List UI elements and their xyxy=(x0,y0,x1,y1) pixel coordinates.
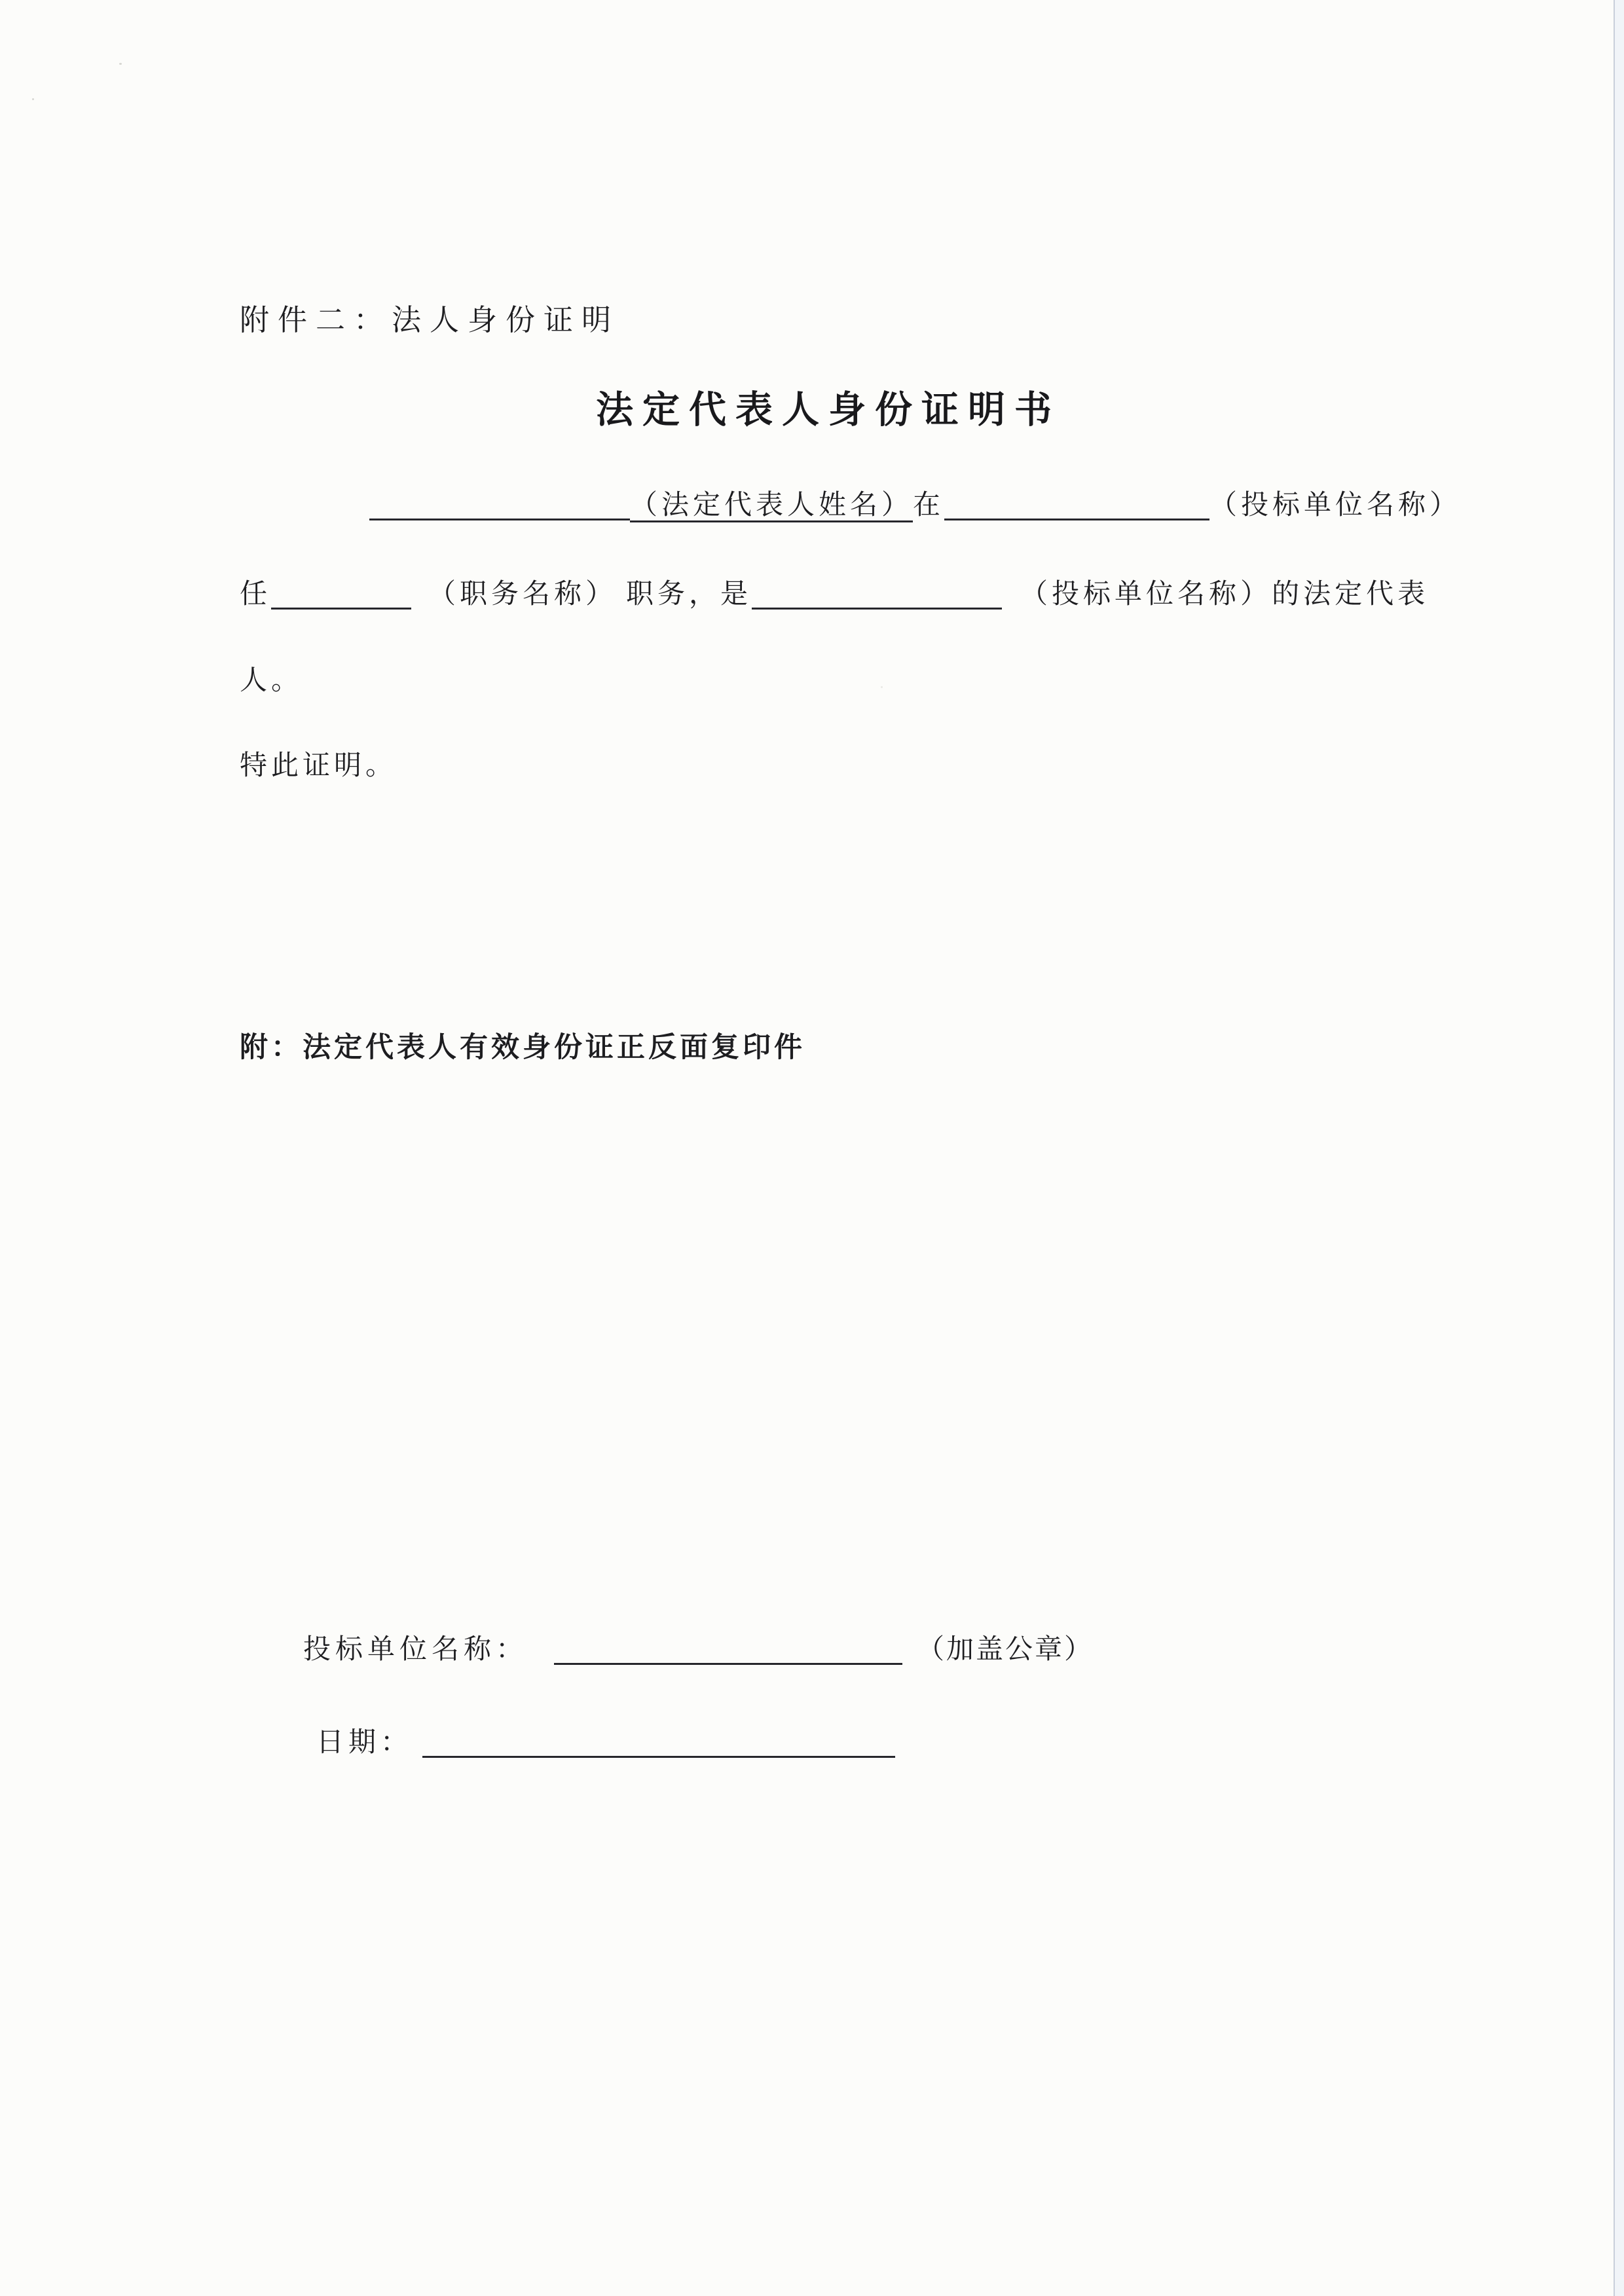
bidder-name-hint-2: （投标单位名称） xyxy=(1020,579,1272,610)
date-label: 日期： xyxy=(316,1728,413,1758)
certify-statement: 特此证明。 xyxy=(240,751,397,781)
scan-speck xyxy=(119,63,122,65)
blank-field-representative-name xyxy=(369,491,630,520)
footer-date-line xyxy=(316,1721,895,1760)
representative-name-hint: （法定代表人姓名） xyxy=(630,490,913,522)
page-title: 法定代表人身份证明书 xyxy=(596,390,1061,431)
scan-edge-strip xyxy=(1615,0,1624,2296)
attachment-note: 附：法定代表人有效身份证正反面复印件 xyxy=(240,1032,805,1063)
blank-field-date xyxy=(422,1728,895,1758)
paragraph-line-3: 人。 xyxy=(240,666,303,696)
line2-prefix: 任 xyxy=(240,579,272,610)
paragraph-line-1 xyxy=(369,486,1461,525)
scan-edge-line xyxy=(1614,0,1615,2296)
line2-middle: 职务，是 xyxy=(626,579,752,610)
scan-speck xyxy=(881,686,883,688)
line1-connector: 在 xyxy=(913,490,945,520)
bidder-name-hint-1b: （投标单位名称） xyxy=(1209,490,1462,520)
attachment-label: 附件二：法人身份证明 xyxy=(240,304,620,337)
blank-field-bidder-name-2 xyxy=(752,580,1002,610)
company-name-label: 投标单位名称： xyxy=(303,1635,528,1665)
blank-field-position-title xyxy=(271,580,411,610)
line2-suffix: 的法定代表 xyxy=(1272,579,1430,610)
footer-company-line xyxy=(303,1628,1094,1667)
position-title-hint: （职务名称） xyxy=(428,579,618,610)
paragraph-line-2 xyxy=(240,575,1429,614)
seal-note: （加盖公章） xyxy=(917,1635,1094,1665)
scan-speck xyxy=(32,98,34,100)
blank-field-bidder-name-1 xyxy=(944,491,1209,520)
blank-field-company-name xyxy=(554,1635,902,1665)
